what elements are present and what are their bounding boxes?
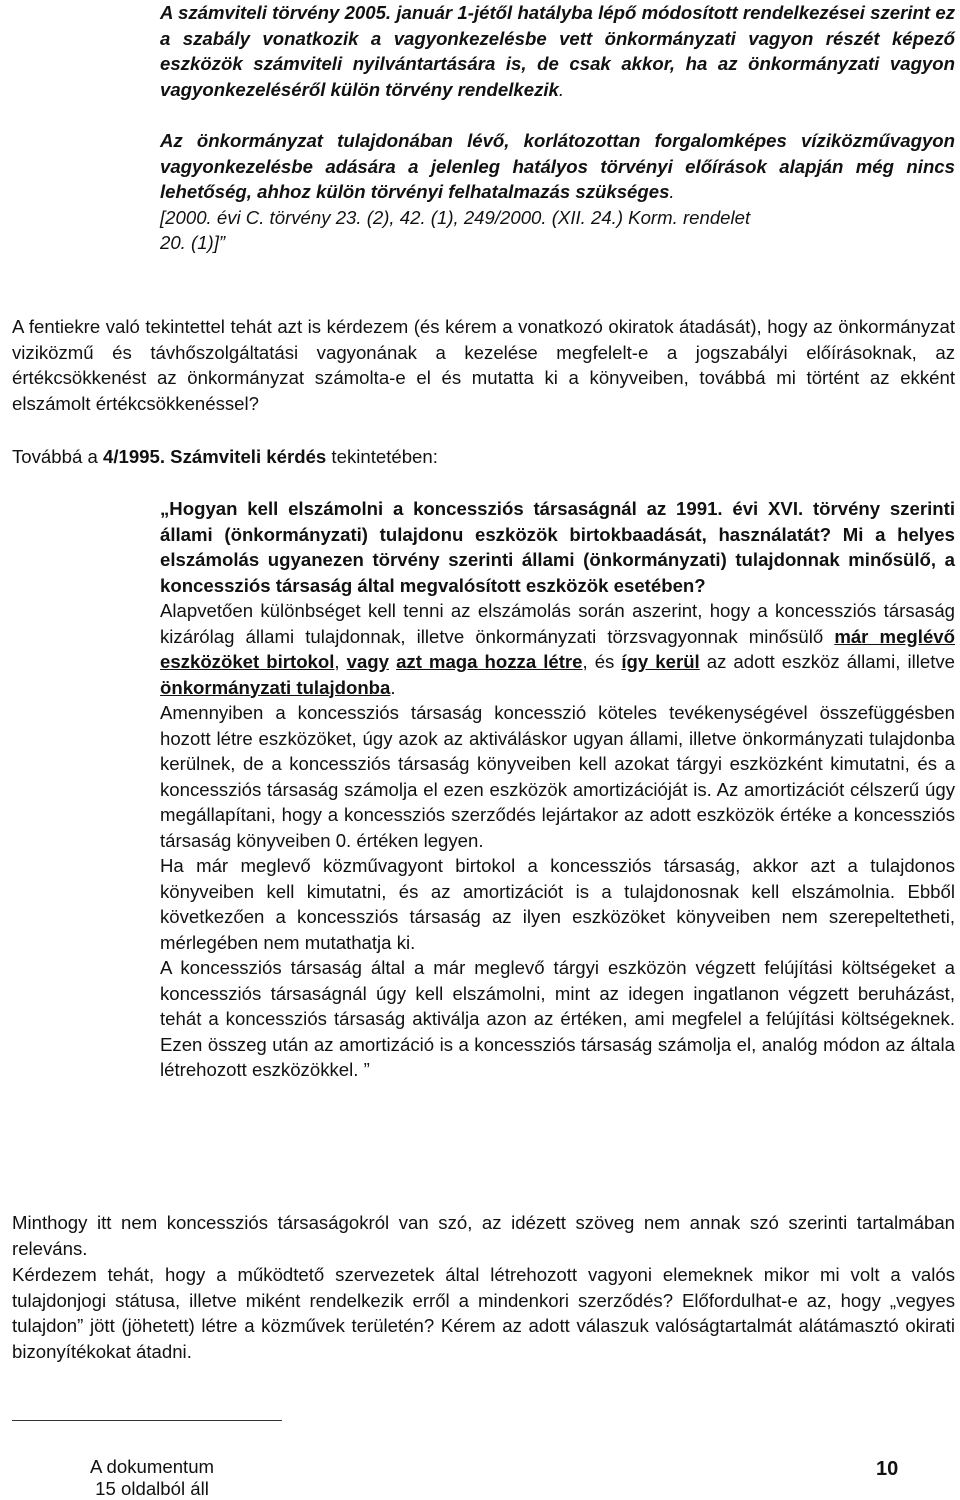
footer-divider bbox=[12, 1420, 282, 1421]
paragraph-relevance: Minthogy itt nem koncessziós társaságokról van szó, az idézett szöveg nem annak szó szerinti tartalmában releváns. bbox=[12, 1212, 955, 1259]
citation-line: [2000. évi C. törvény 23. (2), 42. (1), 249/2000. (XII. 24.) Korm. rendelet bbox=[160, 206, 751, 228]
paragraph-request: A fentiekre való tekintettel tehát azt is kérdezem (és kérem a vonatkozó okiratok átadását), hogy az önkormányzat viziközmű és távhőszolgáltatási vagyonának a kezelése megfelelt-e a jogszabályi előírásoknak, az értékcsökkenést az önkormányzat számolta-e el és mutatta ki a könyveiben, továbbá mi történt az ekként elszámolt értékcsökkenéssel? bbox=[12, 316, 955, 414]
paragraph-final-question: Kérdezem tehát, hogy a működtető szervezetek által létrehozott vagyoni elemeknek mikor mi volt a valós tulajdonjogi státusa, illetve miként rendelkezik erről a mindenkori szerződés? Előfordulhat-e az, hogy „vegyes tulajdon” jött (jöhetett) létre a közművek területén? Kérem az adott válaszuk valóságtartalmát alátámasztó okirati bizonyítékokat átadni. bbox=[12, 1264, 955, 1362]
footer-document-info: A dokumentum 15 oldalból áll bbox=[90, 1456, 215, 1499]
further-reference-line: Továbbá a 4/1995. Számviteli kérdés tekintetében: bbox=[12, 446, 438, 467]
citation-line: 20. (1)]” bbox=[160, 232, 226, 253]
quote-answer-paragraph: Amennyiben a koncessziós társaság koncesszió köteles tevékenységével összefüggésben hozott létre eszközöket, úgy azok az aktiváláskor ugyan állami, illetve önkormányzati tulajdonba kerülnek, de a koncessziós társaság könyveiben kell azokat tárgyi eszközként kimutatni, és a koncessziós társaság számolja el ezen eszközök amortizációját is. Az amortizációt célszerű úgy megállapítani, hogy a koncessziós szerződés lejártakor az adott eszközök értéke a koncessziós társaság könyveiben 0. értéken legyen. bbox=[160, 702, 955, 851]
quote-answer-paragraph: A koncessziós társaság által a már meglevő tárgyi eszközön végzett felújítási költségeket a koncessziós társaságnál úgy kell elszámolni, mint az idegen ingatlanon végzett beruházást, tehát a koncessziós társaság aktiválja azon az értéken, ami megfelel a felújítási költségeknek. Ezen összeg után az amortizáció is a koncessziós társaság számolja el, analóg módon az általa létrehozott eszközökkel. ” bbox=[160, 957, 955, 1080]
quote-answer-paragraph: Ha már meglevő közművagyont birtokol a koncessziós társaság, akkor azt a tulajdonos könyveiben kell kimutatni, és az amortizációt is a tulajdonosnak kell elszámolnia. Ebből következően a koncessziós társaság az ilyen eszközöket könyveiben nem szerepeltetheti, mérlegében nem mutathatja ki. bbox=[160, 855, 955, 953]
quote-answer-paragraph: Alapvetően különbséget kell tenni az elszámolás során aszerint, hogy a koncessziós társaság kizárólag állami tulajdonnak, illetve önkormányzati törzsvagyonnak minősülő már meglévő eszközöket birtokol, vagy azt maga hozza létre, és így kerül az adott eszköz állami, illetve önkormányzati tulajdonba. bbox=[160, 600, 956, 698]
quote-paragraph-water-utility: Az önkormányzat tulajdonában lévő, korlátozottan forgalomképes víziközművagyon vagyonkezelésbe adására a jelenleg hatályos törvényi előírások alapján még nincs lehetőség, ahhoz külön törvényi felhatalmazás szükséges. [2000. évi C. törvény 23. (2), 42. (1), 249/2000. (XII. 24.) Korm. rendelet 20. (1)]” bbox=[160, 128, 955, 256]
quote-question: „Hogyan kell elszámolni a koncessziós társaságnál az 1991. évi XVI. törvény szerinti állami (önkormányzati) tulajdonu eszközök birtokbaadását, használatát? Mi a helyes elszámolás ugyanezen törvény szerinti állami (önkormányzati) tulajdonnak minősülő, a koncessziós társaság által megvalósított eszközök esetében? bbox=[160, 498, 955, 596]
quote-text: Az önkormányzat tulajdonában lévő, korlátozottan forgalomképes víziközművagyon vagyonkezelésbe adására a jelenleg hatályos törvényi előírások alapján még nincs lehetőség, ahhoz külön törvényi felhatalmazás szükséges bbox=[160, 130, 955, 202]
quote-paragraph-accounting-law: A számviteli törvény 2005. január 1-jétől hatályba lépő módosított rendelkezései szerint ez a szabály vonatkozik a vagyonkezelésbe vett önkormányzati vagyon részét képező eszközök számviteli nyilvántartására is, de csak akkor, ha az önkormányzati vagyon vagyonkezeléséről külön törvény rendelkezik. bbox=[160, 2, 955, 100]
standard-reference: 4/1995. Számviteli kérdés bbox=[102, 446, 327, 467]
quote-text: A számviteli törvény 2005. január 1-jétől hatályba lépő módosított rendelkezései szerint ez a szabály vonatkozik a vagyonkezelésbe vett önkormányzati vagyon részét képező eszközök számviteli nyilvántartására is, de csak akkor, ha az önkormányzati vagyon vagyonkezeléséről külön törvény rendelkezik bbox=[160, 2, 955, 100]
page-number: 10 bbox=[876, 1458, 899, 1480]
quote-block-concession bbox=[160, 496, 955, 1083]
